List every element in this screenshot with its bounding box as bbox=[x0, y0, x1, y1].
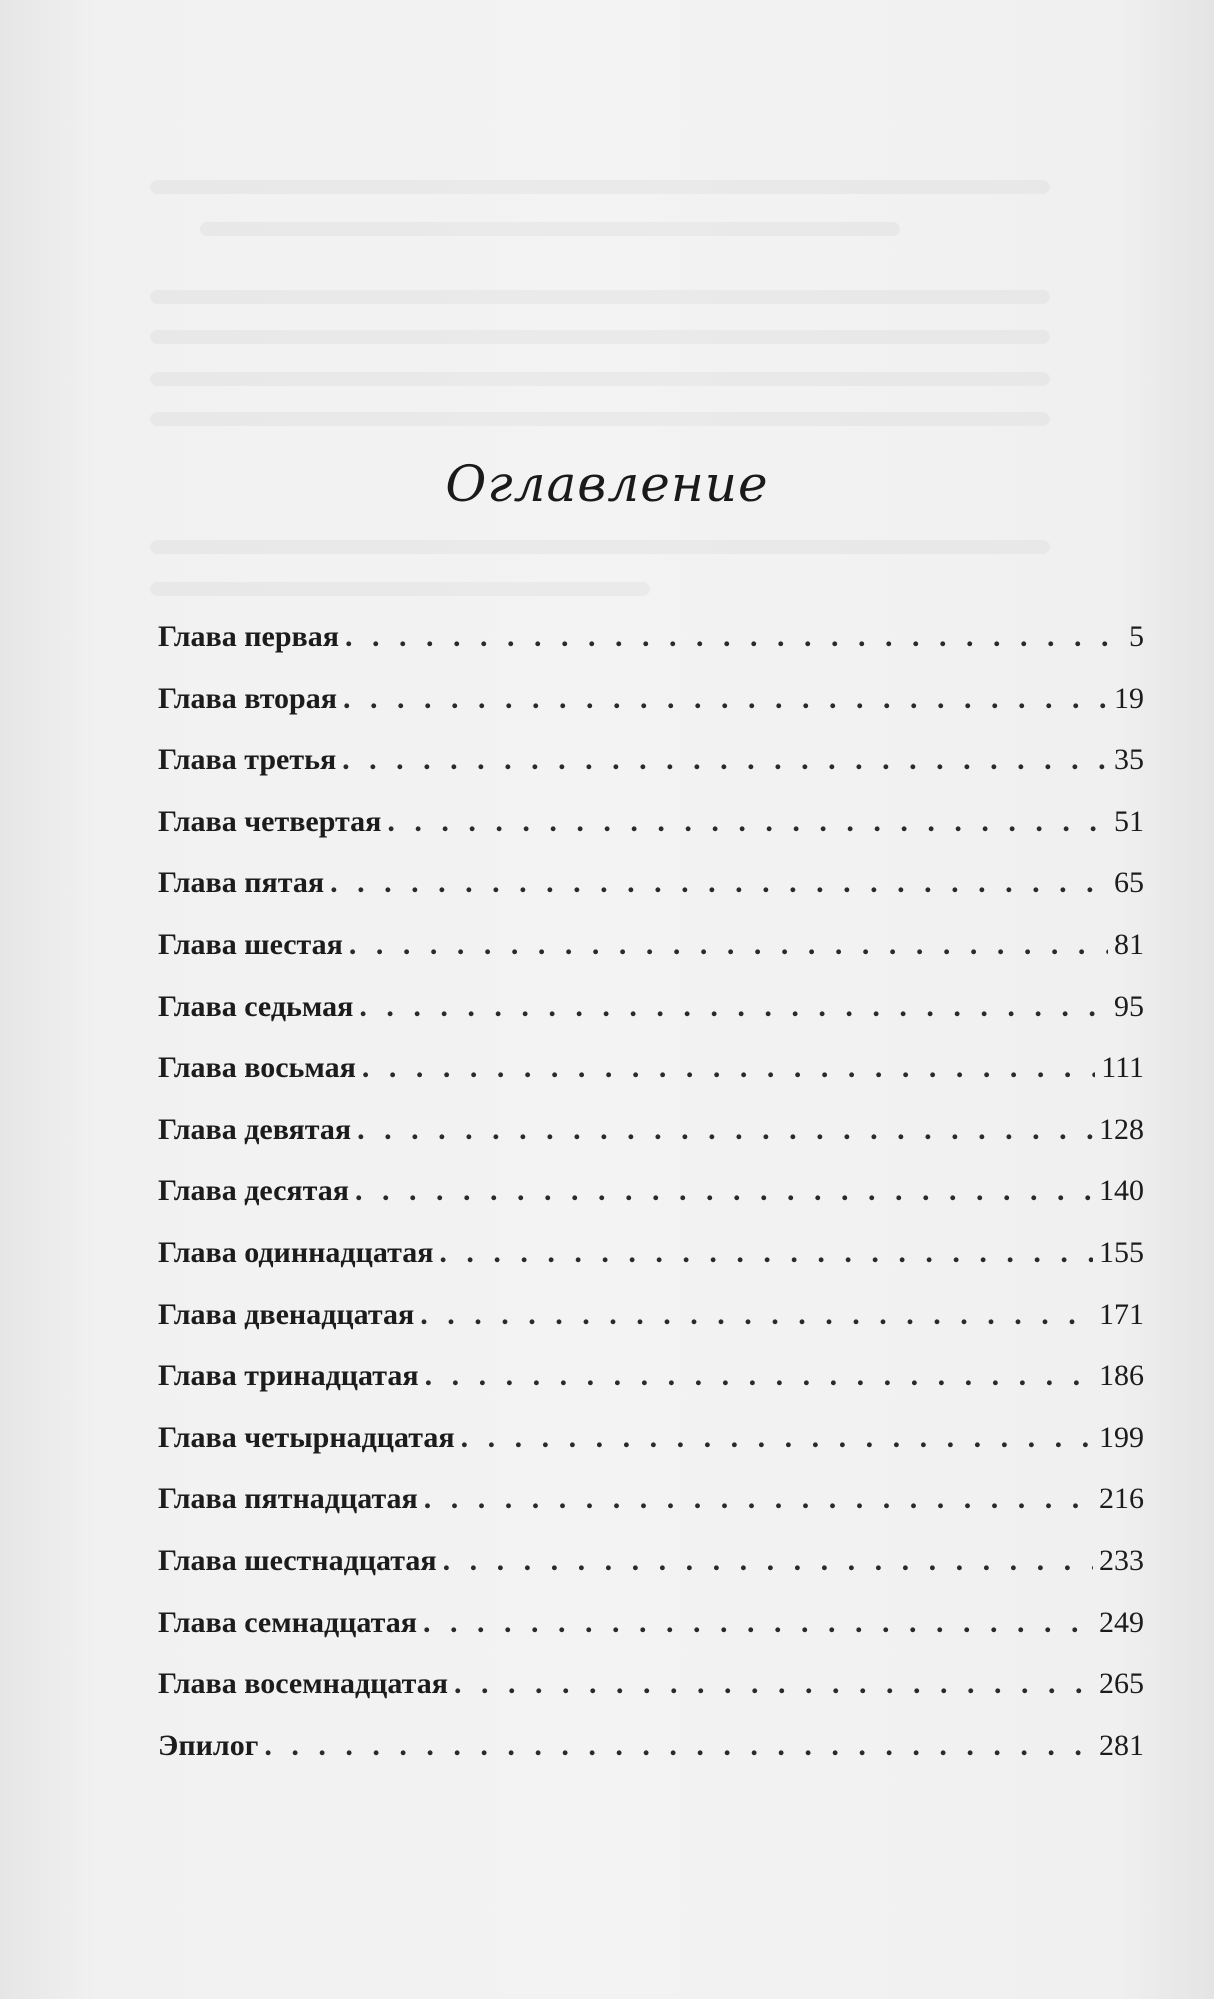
toc-entry-label: Глава десятая bbox=[158, 1174, 349, 1208]
toc-entry bbox=[158, 1729, 1144, 1791]
toc-entry bbox=[158, 866, 1144, 928]
toc-entry-page-number: 249 bbox=[1099, 1605, 1144, 1639]
toc-entry-label: Глава двенадцатая bbox=[158, 1297, 415, 1331]
show-through-line bbox=[150, 412, 1050, 426]
toc-entry bbox=[158, 1051, 1144, 1113]
toc-entry bbox=[158, 805, 1144, 867]
toc-entry-page-number: 171 bbox=[1099, 1297, 1144, 1331]
toc-dot-leader bbox=[461, 1421, 1093, 1455]
show-through-line bbox=[150, 372, 1050, 386]
toc-entry-label: Глава вторая bbox=[158, 681, 337, 715]
toc-entry-page-number: 265 bbox=[1099, 1667, 1144, 1701]
toc-entry-page-number: 233 bbox=[1099, 1543, 1144, 1577]
show-through-line bbox=[150, 540, 1050, 554]
toc-entry-label: Глава восьмая bbox=[158, 1051, 356, 1085]
toc-entry-label: Глава шестая bbox=[158, 927, 343, 961]
toc-entry-page-number: 5 bbox=[1129, 620, 1144, 653]
toc-dot-leader bbox=[443, 1544, 1093, 1578]
toc-entry-label: Глава пятая bbox=[158, 866, 325, 900]
toc-dot-leader bbox=[264, 1729, 1093, 1763]
toc-entry-label: Глава девятая bbox=[158, 1112, 352, 1146]
show-through-line bbox=[150, 180, 1050, 194]
toc-entry bbox=[158, 1667, 1144, 1729]
toc-entry bbox=[158, 743, 1144, 805]
toc-entry bbox=[158, 1606, 1144, 1668]
toc-dot-leader bbox=[425, 1359, 1093, 1393]
toc-entry-page-number: 155 bbox=[1099, 1235, 1144, 1269]
toc-entry-label: Глава восемнадцатая bbox=[158, 1667, 448, 1701]
toc-entry bbox=[158, 990, 1144, 1052]
show-through-line bbox=[150, 330, 1050, 344]
toc-dot-leader bbox=[359, 990, 1108, 1024]
toc-entry-page-number: 281 bbox=[1099, 1728, 1144, 1762]
toc-entry-page-number: 19 bbox=[1114, 681, 1144, 715]
toc-entry-page-number: 51 bbox=[1114, 804, 1144, 838]
toc-dot-leader bbox=[357, 1113, 1093, 1147]
toc-entry bbox=[158, 1113, 1144, 1175]
toc-entry-label: Глава семнадцатая bbox=[158, 1605, 417, 1639]
toc-dot-leader bbox=[387, 805, 1108, 839]
show-through-line bbox=[200, 222, 900, 236]
toc-dot-leader bbox=[343, 682, 1108, 716]
toc-entry-page-number: 65 bbox=[1114, 866, 1144, 900]
toc-entry bbox=[158, 1359, 1144, 1421]
toc-entry bbox=[158, 1298, 1144, 1360]
toc-entry-page-number: 186 bbox=[1099, 1359, 1144, 1393]
toc-entry-label: Глава седьмая bbox=[158, 989, 354, 1023]
show-through-line bbox=[150, 582, 650, 596]
toc-entry bbox=[158, 1421, 1144, 1483]
toc-entry bbox=[158, 1482, 1144, 1544]
toc-dot-leader bbox=[423, 1606, 1093, 1640]
toc-dot-leader bbox=[330, 866, 1108, 900]
toc-dot-leader bbox=[362, 1051, 1095, 1085]
toc-entry-page-number: 140 bbox=[1099, 1174, 1144, 1208]
toc-entry-page-number: 199 bbox=[1099, 1420, 1144, 1454]
toc-entry-label: Глава пятнадцатая bbox=[158, 1482, 418, 1516]
toc-entry-page-number: 216 bbox=[1099, 1482, 1144, 1516]
toc-entry-label: Глава четырнадцатая bbox=[158, 1420, 455, 1454]
table-of-contents bbox=[158, 620, 1144, 1790]
toc-dot-leader bbox=[454, 1667, 1093, 1701]
toc-dot-leader bbox=[439, 1236, 1093, 1270]
toc-dot-leader bbox=[420, 1298, 1093, 1332]
toc-dot-leader bbox=[342, 743, 1108, 777]
toc-dot-leader bbox=[355, 1174, 1093, 1208]
toc-dot-leader bbox=[345, 620, 1123, 654]
toc-entry-label: Глава одиннадцатая bbox=[158, 1235, 434, 1269]
toc-dot-leader bbox=[424, 1482, 1093, 1516]
toc-entry-label: Глава четвертая bbox=[158, 804, 382, 838]
toc-entry-page-number: 35 bbox=[1114, 743, 1144, 777]
toc-entry-label: Глава тринадцатая bbox=[158, 1359, 419, 1393]
toc-entry bbox=[158, 1174, 1144, 1236]
toc-entry bbox=[158, 928, 1144, 990]
toc-entry-label: Глава третья bbox=[158, 743, 337, 777]
toc-entry-label: Глава шестнадцатая bbox=[158, 1543, 437, 1577]
toc-dot-leader bbox=[349, 928, 1108, 962]
show-through-line bbox=[150, 290, 1050, 304]
toc-entry-page-number: 81 bbox=[1114, 927, 1144, 961]
toc-entry bbox=[158, 1236, 1144, 1298]
toc-entry-label: Глава первая bbox=[158, 620, 339, 653]
toc-entry bbox=[158, 620, 1144, 682]
toc-entry bbox=[158, 682, 1144, 744]
page-title: Оглавление bbox=[445, 455, 769, 513]
toc-entry-page-number: 111 bbox=[1101, 1051, 1144, 1085]
toc-entry bbox=[158, 1544, 1144, 1606]
toc-entry-page-number: 95 bbox=[1114, 989, 1144, 1023]
toc-entry-label: Эпилог bbox=[158, 1728, 259, 1762]
toc-entry-page-number: 128 bbox=[1099, 1112, 1144, 1146]
